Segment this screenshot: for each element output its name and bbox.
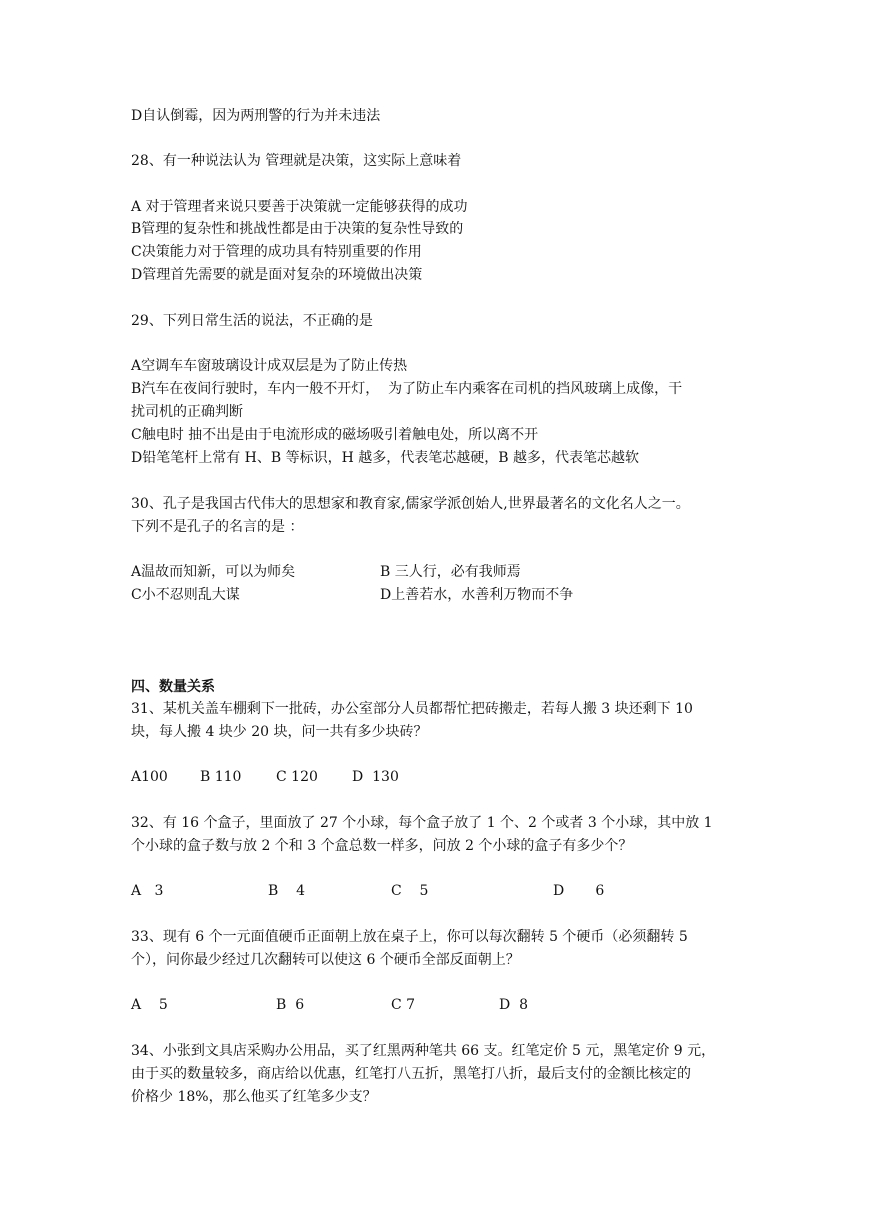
q31-line1: 31、某机关盖车棚剩下一批砖，办公室部分人员都帮忙把砖搬走，若每人搬 3 块还剩下 10 — [131, 701, 693, 717]
q30-option-d: D上善若水，水善利万物而不争 — [380, 587, 574, 603]
q28-option-d: D管理首先需要的就是面对复杂的环境做出决策 — [131, 267, 423, 283]
q27-option-d: D自认倒霉，因为两刑警的行为并未违法 — [131, 108, 381, 124]
q28-option-c: C决策能力对于管理的成功具有特别重要的作用 — [131, 244, 422, 260]
q33-option-d: D 8 — [499, 997, 529, 1013]
q31-option-a: A100 — [131, 769, 168, 785]
q29-option-c: C触电时 抽不出是由于电流形成的磁场吸引着触电处，所以离不开 — [131, 427, 539, 443]
q30-question-line2: 下列不是孔子的名言的是 ： — [131, 519, 304, 535]
q32-option-c: C 5 — [391, 883, 429, 899]
q32-option-b: B 4 — [268, 883, 305, 899]
q31-option-b: B 110 — [200, 769, 242, 785]
q34-line3: 价格少 18%，那么他买了红笔多少支？ — [131, 1089, 377, 1105]
q30-question-line1: 30、孔子是我国古代伟大的思想家和教育家,儒家学派创始人,世界最著名的文化名人之一。 — [131, 496, 690, 512]
q33-option-c: C 7 — [391, 997, 416, 1013]
q31-option-d: D 130 — [352, 769, 399, 785]
q33-option-a: A 5 — [131, 997, 168, 1013]
q29-option-b: B汽车在夜间行驶时，车内一般不开灯， 为了防止车内乘客在司机的挡风玻璃上成像，干 — [131, 381, 683, 397]
q32-option-a: A 3 — [131, 883, 164, 899]
q28-option-a: A 对于管理者来说只要善于决策就一定能够获得的成功 — [131, 199, 468, 215]
q29-option-b-cont: 扰司机的正确判断 — [131, 404, 243, 420]
q30-option-c: C小不忍则乱大谋 — [131, 587, 240, 603]
q32-option-d: D 6 — [553, 883, 605, 899]
q31-line2: 块，每人搬 4 块少 20 块，问一共有多少块砖？ — [131, 724, 428, 740]
q29-option-a: A空调车车窗玻璃设计成双层是为了防止传热 — [131, 358, 408, 374]
q28-question: 28、有一种说法认为 管理就是决策，这实际上意味着 — [131, 153, 462, 169]
q33-option-b: B 6 — [276, 997, 305, 1013]
q28-option-b: B管理的复杂性和挑战性都是由于决策的复杂性导致的 — [131, 221, 464, 237]
q29-question: 29、下列日常生活的说法，不正确的是 — [131, 313, 373, 329]
q33-line2: 个），问你最少经过几次翻转可以使这 6 个硬币全部反面朝上？ — [131, 952, 520, 968]
q30-option-a: A温故而知新，可以为师矣 — [131, 564, 296, 580]
q31-option-c: C 120 — [276, 769, 318, 785]
q33-line1: 33、现有 6 个一元面值硬币正面朝上放在桌子上，你可以每次翻转 5 个硬币（必须翻转 5 — [131, 929, 688, 945]
q32-line1: 32、有 16 个盒子，里面放了 27 个小球，每个盒子放了 1 个、2 个或者 3 个小球，其中放 1 — [131, 815, 713, 831]
q34-line2: 由于买的数量较多，商店给以优惠，红笔打八五折，黑笔打八折，最后支付的金额比核定的 — [131, 1066, 691, 1082]
q29-option-d: D铅笔笔杆上常有 H、B 等标识，H 越多，代表笔芯越硬，B 越多，代表笔芯越软 — [131, 450, 640, 466]
q32-line2: 个小球的盒子数与放 2 个和 3 个盒总数一样多，问放 2 个小球的盒子有多少个？ — [131, 838, 633, 854]
section-title: 四、数量关系 — [131, 679, 215, 695]
q30-option-b: B 三人行，必有我师焉 — [380, 564, 521, 580]
q34-line1: 34、小张到文具店采购办公用品，买了红黑两种笔共 66 支。红笔定价 5 元，黑笔定价 9 元， — [131, 1043, 716, 1059]
